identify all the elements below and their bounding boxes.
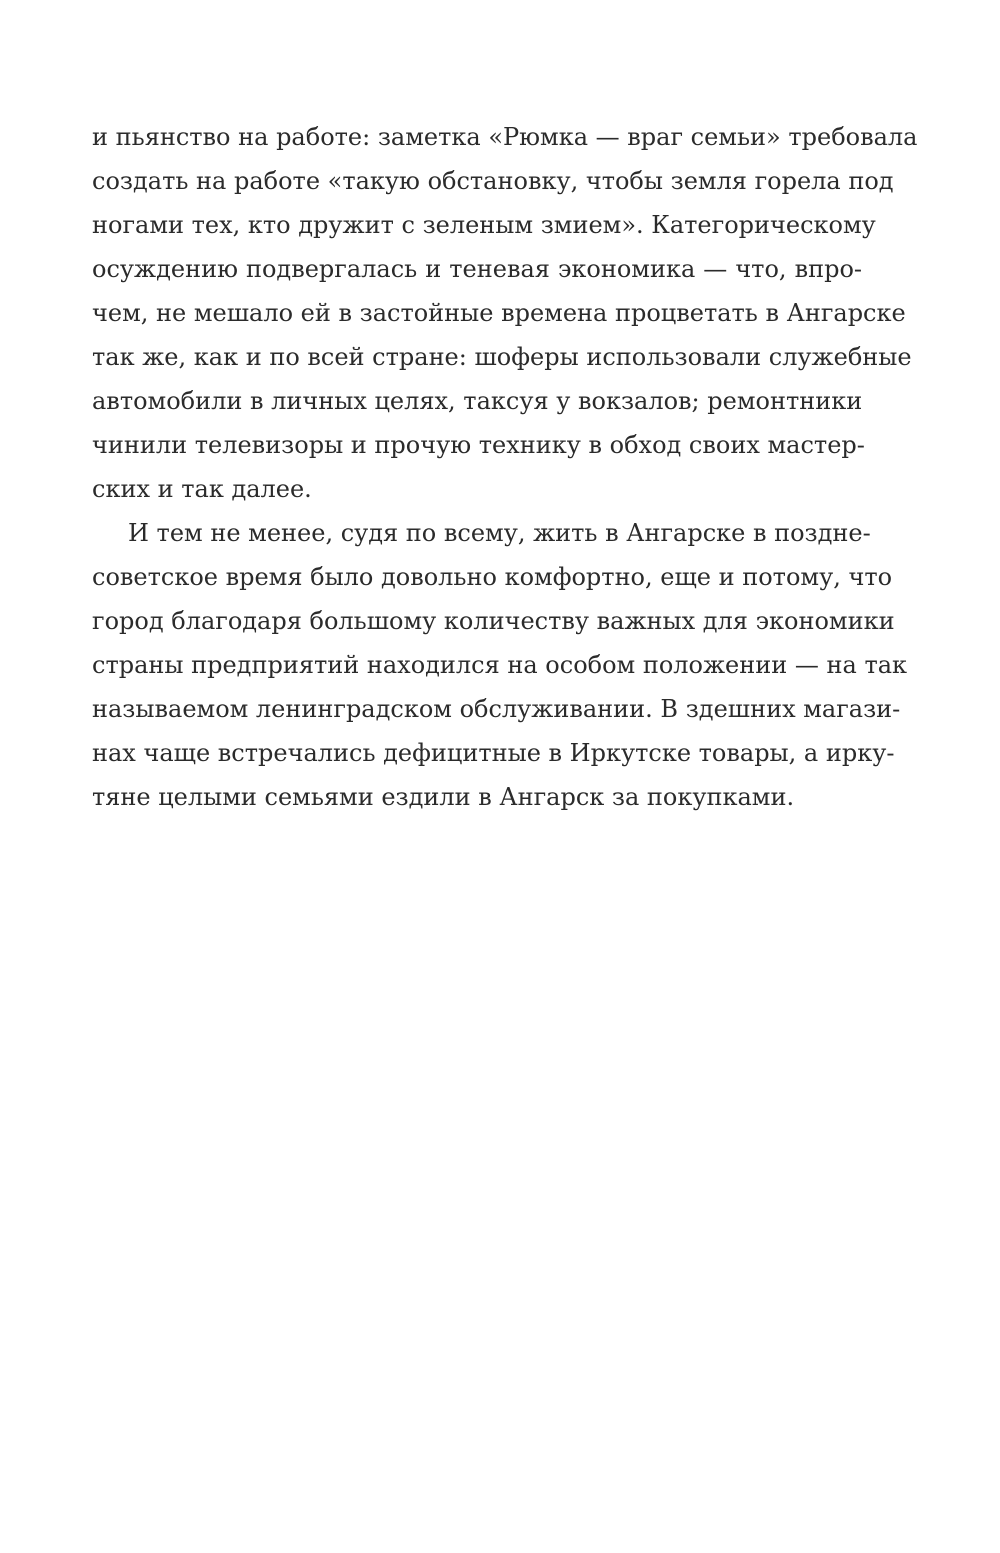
text-line: страны предприятий находился на особом положении — на так xyxy=(92,651,908,679)
paragraph-1 xyxy=(92,115,918,511)
body-text xyxy=(92,115,918,819)
text-line: тяне целыми семьями ездили в Ангарск за покупками. xyxy=(92,783,795,811)
paragraph-2 xyxy=(92,511,908,819)
text-line: советское время было довольно комфортно, еще и потому, что xyxy=(92,563,893,591)
text-line: осуждению подвергалась и теневая экономика — что, впро- xyxy=(92,255,862,283)
text-line: город благодаря большому количеству важных для экономики xyxy=(92,607,895,635)
text-line: И тем не менее, судя по всему, жить в Ангарске в поздне- xyxy=(128,519,871,547)
text-line: чинили телевизоры и прочую технику в обход своих мастер- xyxy=(92,431,865,459)
text-line: ногами тех, кто дружит с зеленым змием». Категорическому xyxy=(92,211,876,239)
text-line: чем, не мешало ей в застойные времена процветать в Ангарске xyxy=(92,299,906,327)
text-line: и пьянство на работе: заметка «Рюмка — враг семьи» требовала xyxy=(92,123,918,151)
text-line: называемом ленинградском обслуживании. В здешних магази- xyxy=(92,695,901,723)
text-line: нах чаще встречались дефицитные в Иркутске товары, а ирку- xyxy=(92,739,895,767)
text-line: автомобили в личных целях, таксуя у вокзалов; ремонтники xyxy=(92,387,863,415)
text-line: создать на работе «такую обстановку, чтобы земля горела под xyxy=(92,167,894,195)
text-line: так же, как и по всей стране: шоферы использовали служебные xyxy=(92,343,912,371)
text-line: ских и так далее. xyxy=(92,475,312,503)
